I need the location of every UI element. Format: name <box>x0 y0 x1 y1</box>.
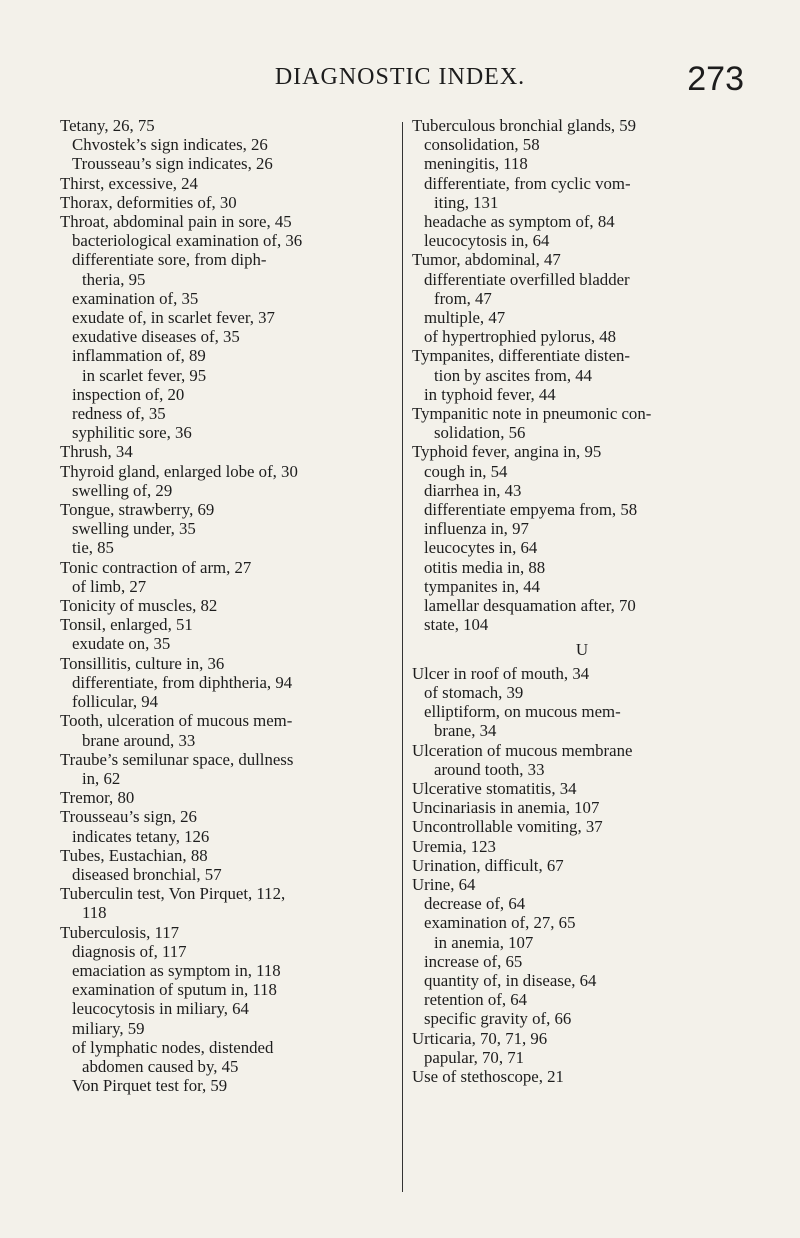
index-subentry: diseased bronchial, 57 <box>72 864 222 884</box>
index-entry: Tonicity of muscles, 82 <box>60 596 218 616</box>
index-subentry: 118 <box>82 903 107 923</box>
index-entry: Tympanites, differentiate disten- <box>412 346 630 366</box>
index-subentry: diarrhea in, 43 <box>424 480 522 500</box>
index-subentry: exudate of, in scarlet fever, 37 <box>72 308 275 328</box>
index-entry: Typhoid fever, angina in, 95 <box>412 442 602 462</box>
page-number: 273 <box>687 60 744 98</box>
running-head <box>0 60 800 100</box>
index-entry: Ulcerative stomatitis, 34 <box>412 778 577 798</box>
page-title: DIAGNOSTIC INDEX. <box>274 64 526 90</box>
index-subentry: diagnosis of, 117 <box>72 941 187 961</box>
index-subentry: headache as symptom of, 84 <box>424 212 615 232</box>
index-subentry: cough in, 54 <box>424 461 508 481</box>
index-subentry: brane, 34 <box>434 721 497 741</box>
index-subentry: differentiate overfilled bladder <box>424 269 630 289</box>
index-subentry: tion by ascites from, 44 <box>434 365 592 385</box>
index-subentry: exudate on, 35 <box>72 634 171 654</box>
index-subentry: exudative diseases of, 35 <box>72 327 240 347</box>
index-subentry: brane around, 33 <box>82 730 196 750</box>
index-entry: Tonic contraction of arm, 27 <box>60 557 252 577</box>
index-entry: Urticaria, 70, 71, 96 <box>412 1028 548 1048</box>
index-subentry: differentiate, from diphtheria, 94 <box>72 672 293 692</box>
index-entry: Tympanitic note in pneumonic con- <box>412 404 652 424</box>
index-subentry: increase of, 65 <box>424 951 523 971</box>
index-subentry: leucocytosis in miliary, 64 <box>72 999 249 1019</box>
index-subentry: papular, 70, 71 <box>424 1047 524 1067</box>
index-entry: Tumor, abdominal, 47 <box>412 250 561 270</box>
index-subentry: otitis media in, 88 <box>424 557 546 577</box>
section-letter: U <box>575 640 589 660</box>
index-entry: Tuberculosis, 117 <box>60 922 180 942</box>
index-subentry: theria, 95 <box>82 269 146 289</box>
index-entry: Tetany, 26, 75 <box>60 116 155 135</box>
index-subentry: differentiate empyema from, 58 <box>424 500 638 520</box>
index-entry: Ulceration of mucous membrane <box>412 740 633 760</box>
index-subentry: meningitis, 118 <box>424 154 528 174</box>
index-subentry: examination of, 27, 65 <box>424 913 576 933</box>
index-subentry: bacteriological examination of, 36 <box>72 231 303 251</box>
index-subentry: syphilitic sore, 36 <box>72 423 192 443</box>
index-subentry: swelling of, 29 <box>72 480 173 500</box>
index-subentry: leucocytosis in, 64 <box>424 231 550 251</box>
index-subentry: in anemia, 107 <box>434 932 534 952</box>
index-subentry: iting, 131 <box>434 192 499 212</box>
index-subentry: Trousseau’s sign indicates, 26 <box>72 154 273 174</box>
column-divider <box>402 122 403 1192</box>
index-entry: Urine, 64 <box>412 874 476 894</box>
index-entry: Throat, abdominal pain in sore, 45 <box>60 212 292 232</box>
index-subentry: influenza in, 97 <box>424 519 529 539</box>
index-entry: Tonsillitis, culture in, 36 <box>60 653 225 673</box>
index-column-right <box>412 116 752 1086</box>
index-subentry: differentiate sore, from diph- <box>72 250 267 270</box>
index-subentry: Chvostek’s sign indicates, 26 <box>72 135 268 155</box>
index-entry: Tremor, 80 <box>60 788 135 808</box>
index-subentry: quantity of, in disease, 64 <box>424 970 597 990</box>
index-subentry: inflammation of, 89 <box>72 346 206 366</box>
index-subentry: abdomen caused by, 45 <box>82 1056 239 1076</box>
index-entry: Traube’s semilunar space, dullness <box>60 749 294 769</box>
index-subentry: of hypertrophied pylorus, 48 <box>424 327 617 347</box>
index-subentry: leucocytes in, 64 <box>424 538 538 558</box>
index-subentry: elliptiform, on mucous mem- <box>424 702 621 722</box>
index-subentry: miliary, 59 <box>72 1018 145 1038</box>
index-subentry: retention of, 64 <box>424 990 527 1010</box>
index-entry: Tonsil, enlarged, 51 <box>60 615 193 635</box>
index-entry: Urination, difficult, 67 <box>412 855 564 875</box>
index-subentry: decrease of, 64 <box>424 894 526 914</box>
index-entry: Tubes, Eustachian, 88 <box>60 845 208 865</box>
index-entry: Use of stethoscope, 21 <box>412 1066 564 1086</box>
index-subentry: tympanites in, 44 <box>424 576 541 596</box>
index-entry: Tuberculous bronchial glands, 59 <box>412 116 637 135</box>
index-subentry: multiple, 47 <box>424 308 506 328</box>
index-entry: Ulcer in roof of mouth, 34 <box>412 663 590 683</box>
index-entry: Uremia, 123 <box>412 836 496 856</box>
index-subentry: examination of sputum in, 118 <box>72 980 277 1000</box>
index-entry: Tongue, strawberry, 69 <box>60 500 215 520</box>
index-subentry: consolidation, 58 <box>424 135 540 155</box>
index-subentry: examination of, 35 <box>72 288 199 308</box>
index-subentry: indicates tetany, 126 <box>72 826 210 846</box>
index-subentry: of lymphatic nodes, distended <box>72 1037 274 1057</box>
index-entry: Thorax, deformities of, 30 <box>60 192 237 212</box>
index-subentry: specific gravity of, 66 <box>424 1009 572 1029</box>
index-entry: Thrush, 34 <box>60 442 133 462</box>
index-subentry: follicular, 94 <box>72 692 159 712</box>
index-subentry: of stomach, 39 <box>424 682 524 702</box>
index-subentry: Von Pirquet test for, 59 <box>72 1076 228 1096</box>
index-subentry: emaciation as symptom in, 118 <box>72 960 281 980</box>
index-subentry: inspection of, 20 <box>72 384 185 404</box>
index-entry: Thirst, excessive, 24 <box>60 173 198 193</box>
index-column-left <box>60 116 400 1095</box>
index-entry: Uncinariasis in anemia, 107 <box>412 798 600 818</box>
index-entry: Thyroid gland, enlarged lobe of, 30 <box>60 461 298 481</box>
index-subentry: in typhoid fever, 44 <box>424 384 556 404</box>
index-subentry: redness of, 35 <box>72 404 166 424</box>
index-entry: Tuberculin test, Von Pirquet, 112, <box>60 884 286 904</box>
index-subentry: in, 62 <box>82 768 121 788</box>
index-entry: Uncontrollable vomiting, 37 <box>412 817 603 837</box>
index-subentry: of limb, 27 <box>72 576 147 596</box>
index-subentry: tie, 85 <box>72 538 114 558</box>
index-subentry: from, 47 <box>434 288 492 308</box>
index-entry: Trousseau’s sign, 26 <box>60 807 197 827</box>
index-entry: Tooth, ulceration of mucous mem- <box>60 711 293 731</box>
index-subentry: state, 104 <box>424 615 489 635</box>
index-subentry: swelling under, 35 <box>72 519 196 539</box>
index-subentry: lamellar desquamation after, 70 <box>424 596 636 616</box>
index-subentry: in scarlet fever, 95 <box>82 365 207 385</box>
index-subentry: around tooth, 33 <box>434 759 545 779</box>
index-subentry: differentiate, from cyclic vom- <box>424 173 631 193</box>
index-subentry: solidation, 56 <box>434 423 526 443</box>
